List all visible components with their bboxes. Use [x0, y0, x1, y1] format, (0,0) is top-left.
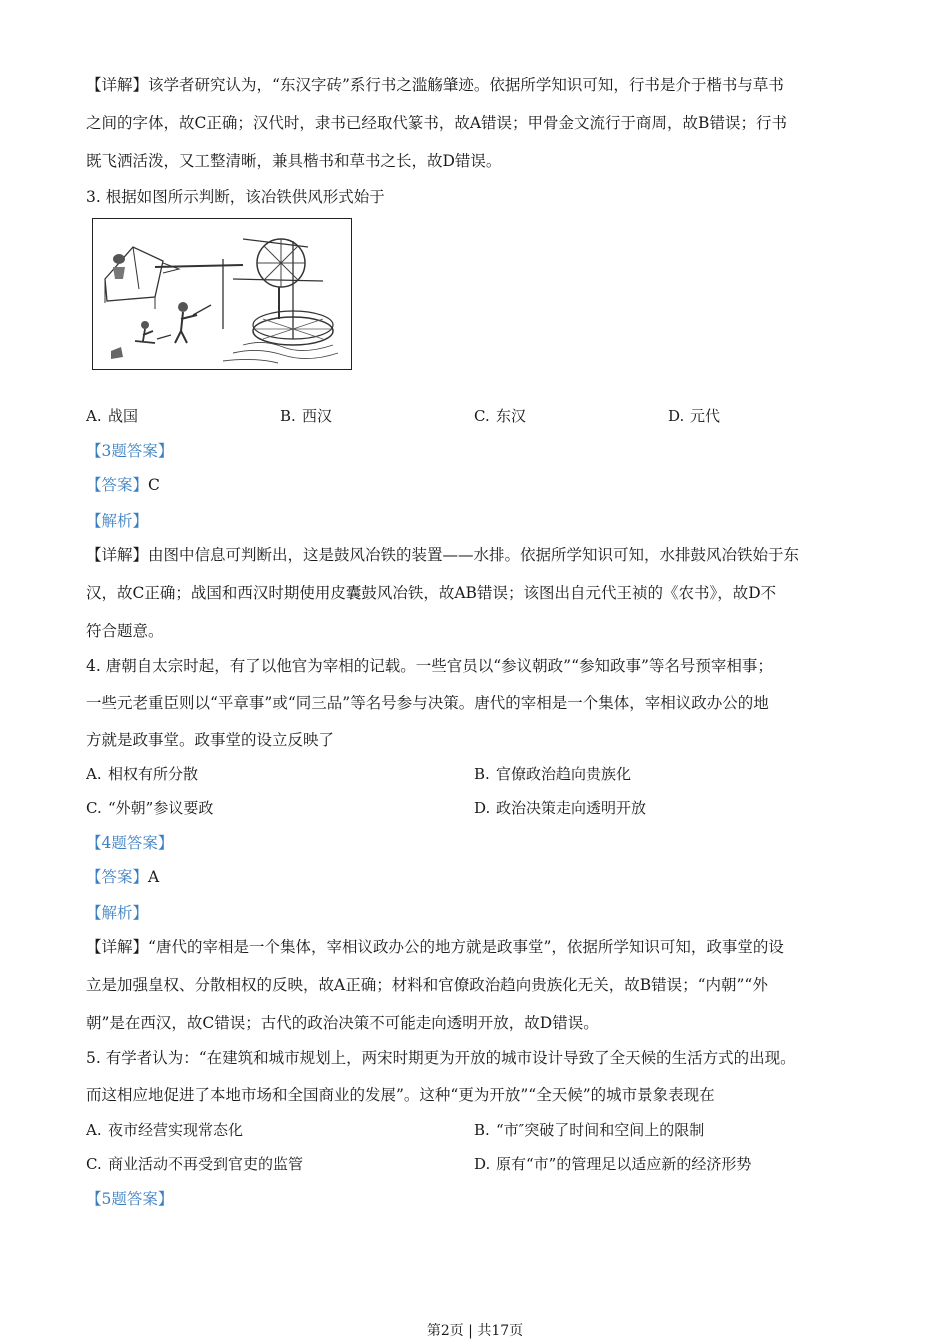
q4-answer: [86, 866, 866, 888]
detail-label: 【详解】: [86, 546, 149, 564]
q3-answer: [86, 474, 866, 496]
q3-option-d: D. 元代: [668, 407, 721, 425]
detail-label: 【详解】: [86, 938, 149, 956]
answer-label: 【答案】: [86, 868, 149, 886]
q3-detail-line-3: 符合题意。: [86, 622, 164, 640]
q3-stem: 3. 根据如图所示判断，该冶铁供风形式始于: [86, 188, 385, 206]
q4-option-b: B. 官僚政治趋向贵族化: [474, 765, 632, 783]
q3-detail-line-2: 汉，故C正确；战国和西汉时期使用皮囊鼓风冶铁，故AB错误；该图出自元代王祯的《农书》，故D不: [86, 584, 777, 602]
q3-answer-header: 【3题答案】: [86, 442, 174, 460]
water-bellows-drawing: [93, 219, 351, 369]
water-bellows-illustration: [92, 218, 352, 370]
q3-detail-line-1: 【详解】由图中信息可判断出，这是鼓风冶铁的装置——水排。依据所学知识可知，水排鼓风冶铁始于东: [86, 546, 800, 564]
q5-option-b: B. “市″突破了时间和空间上的限制: [474, 1121, 705, 1139]
q4-detail-line-3: 朝”是在西汉，故C错误；古代的政治决策不可能走向透明开放，故D错误。: [86, 1014, 599, 1032]
q4-analysis-label: 【解析】: [86, 904, 149, 922]
q5-stem-line-2: 而这相应地促进了本地市场和全国商业的发展”。这种“更为开放”“全天候”的城市景象表现在: [86, 1086, 715, 1104]
question-number: 5.: [86, 1049, 101, 1067]
q3-analysis-label: 【解析】: [86, 512, 149, 530]
answer-value: C: [148, 476, 160, 494]
answer-label: 【答案】: [86, 476, 149, 494]
q4-stem-line-2: 一些元老重臣则以“平章事”或“同三品”等名号参与决策。唐代的宰相是一个集体，宰相议政办公的地: [86, 694, 769, 712]
q5-option-a: A. 夜市经营实现常态化: [86, 1121, 244, 1139]
page-footer: 第2页 | 共17页: [426, 1323, 524, 1339]
q5-answer-header: 【5题答案】: [86, 1190, 174, 1208]
answer-value: A: [148, 868, 160, 886]
detail-label: 【详解】: [86, 76, 149, 94]
q4-option-a: A. 相权有所分散: [86, 765, 199, 783]
q4-answer-header: 【4题答案】: [86, 834, 174, 852]
question-number: 4.: [86, 657, 101, 675]
q4-stem-line-3: 方就是政事堂。政事堂的设立反映了: [86, 731, 335, 749]
q5-option-c: C. 商业活动不再受到官吏的监管: [86, 1155, 304, 1173]
q4-detail-line-1: 【详解】“唐代的宰相是一个集体，宰相议政办公的地方就是政事堂”，依据所学知识可知，政事堂的设: [86, 938, 784, 956]
q5-stem-line-1: 5. 有学者认为：“在建筑和城市规划上，两宋时期更为开放的城市设计导致了全天候的生活方式的出现。: [86, 1049, 796, 1067]
q3-option-a: A. 战国: [86, 407, 139, 425]
q2-detail-line-2: 之间的字体，故C正确；汉代时，隶书已经取代篆书，故A错误；甲骨金文流行于商周，故B错误；行书: [86, 114, 787, 132]
q2-detail-line-3: 既飞洒活泼，又工整清晰，兼具楷书和草书之长，故D错误。: [86, 152, 502, 170]
question-number: 3.: [86, 188, 101, 206]
q3-option-b: B. 西汉: [280, 407, 333, 425]
q3-option-c: C. 东汉: [474, 407, 527, 425]
q4-option-c: C. “外朝”参议要政: [86, 799, 214, 817]
q4-option-d: D. 政治决策走向透明开放: [474, 799, 647, 817]
q2-detail-line-1: 【详解】该学者研究认为，“东汉字砖”系行书之滥觞肇迹。依据所学知识可知，行书是介于楷书与草书: [86, 76, 784, 94]
q5-option-d: D. 原有“市”的管理足以适应新的经济形势: [474, 1155, 752, 1173]
q4-stem-line-1: 4. 唐朝自太宗时起，有了以他官为宰相的记载。一些官员以“参议朝政”“参知政事”等名号预宰相事；: [86, 657, 773, 675]
q4-detail-line-2: 立是加强皇权、分散相权的反映，故A正确；材料和官僚政治趋向贵族化无关，故B错误；“内朝”“外: [86, 976, 768, 994]
